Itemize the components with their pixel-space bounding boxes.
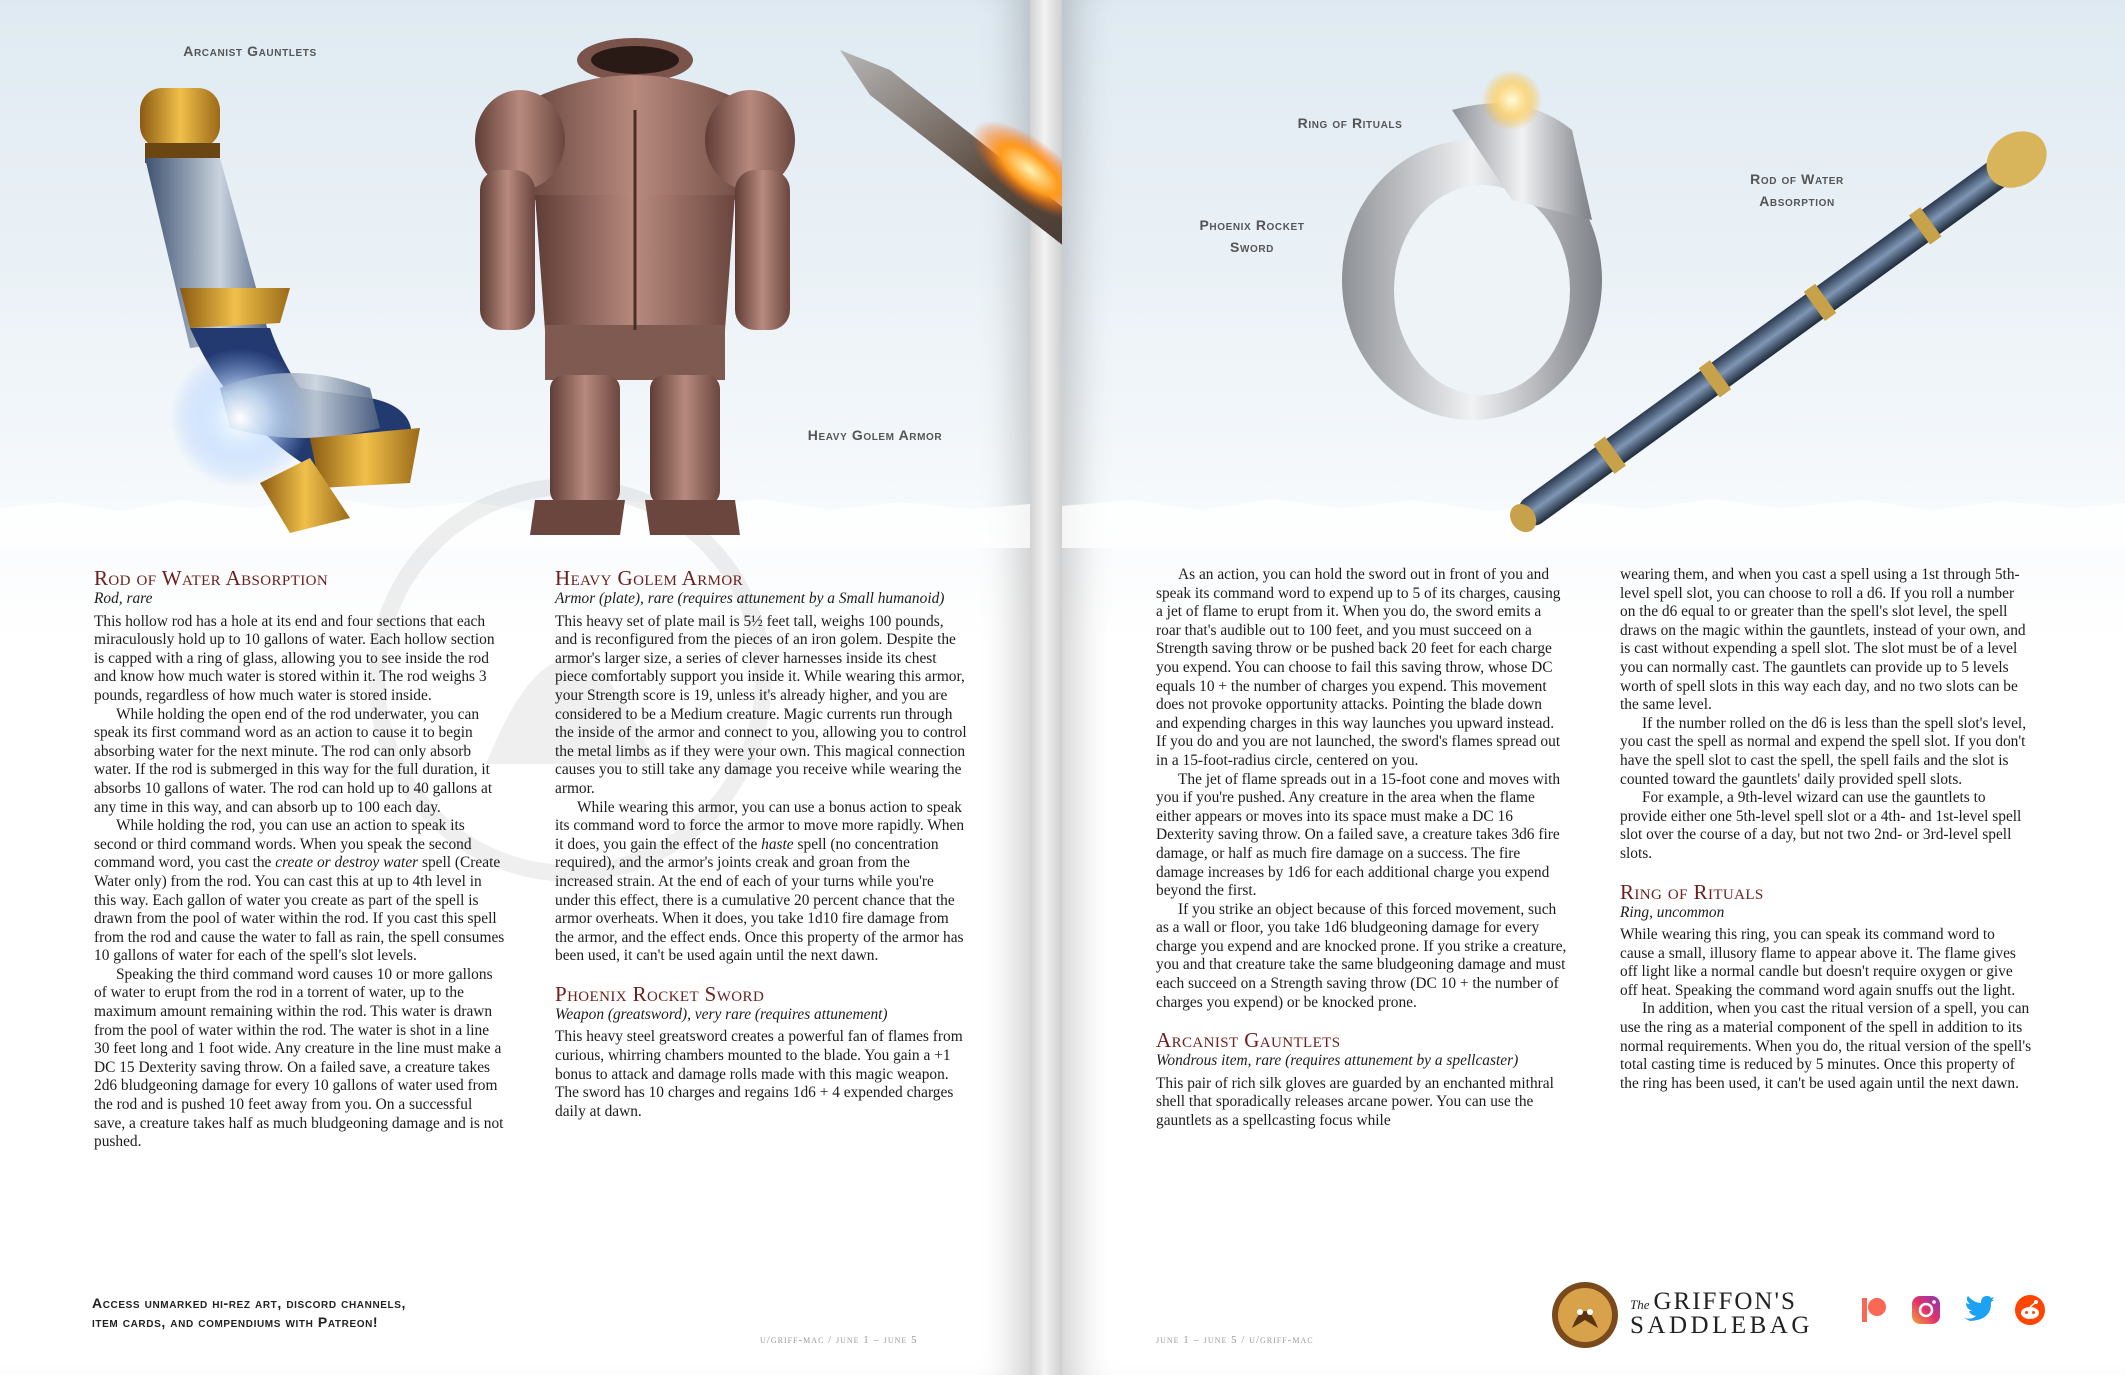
subtitle-sword: Weapon (greatsword), very rare (requires attunement): [555, 1005, 888, 1023]
paragraph: For example, a 9th-level wizard can use the gauntlets to provide either one 5th-level spell slot or a 4th- and 1st-level spell slot over the course of a day, but not two 2nd- or 3rd-level spell slots.: [1620, 789, 2022, 862]
callout-ring-of-rituals: Ring of Rituals: [1297, 115, 1403, 131]
callout-arcanist-gauntlets: Arcanist Gauntlets: [183, 43, 317, 59]
heading-phoenix-rocket-sword: Phoenix Rocket Sword: [555, 981, 765, 1006]
column-2: [555, 566, 967, 1121]
callout-heavy-golem-armor: Heavy Golem Armor: [807, 427, 943, 443]
paragraph: This heavy steel greatsword creates a powerful fan of flames from curious, whirring chambers mounted to the blade. You gain a +1 bonus to attack and damage rolls made with this magic weapon. The sword has 10 charges and regains 1d6 + 4 expended charges daily at dawn.: [555, 1028, 963, 1120]
paragraph: If the number rolled on the d6 is less than the spell slot's level, you cast the spell as normal and expend the spell slot. If you don't have the spell slot to cast the spell, the spell fails and the slot is counted toward the gauntlets' daily provided spell slots.: [1620, 714, 2027, 788]
callout-phoenix-rocket-sword: Phoenix Rocket Sword: [1199, 217, 1305, 255]
paragraph: In addition, when you cast the ritual version of a spell, you can use the ring as a material component of the spell in addition to its normal requirements. When you do, the ritual version of the spell's total casting time is reduced by 5 minutes. Once this property of the ring has been used, it can't be used again until the next dawn.: [1620, 1000, 2032, 1092]
subtitle-ring: Ring, uncommon: [1620, 903, 1725, 921]
column-3: [1156, 566, 1568, 1131]
paragraph: While wearing this ring, you can speak its command word to cause a small, illusory flame to appear above it. The flame gives off light like a normal candle but doesn't require oxygen or give off heat. Speaking the command word again snuffs out the light.: [1620, 926, 2016, 999]
subtitle-armor: Armor (plate), rare (requires attunement by a Small humanoid): [555, 590, 945, 607]
reddit-icon[interactable]: [2014, 1294, 2046, 1326]
paragraph: If you strike an object because of this forced movement, such as a wall or floor, you take 1d6 bludgeoning damage for every charge you expend and are knocked prone. If you strike a creature, you and that creature take the same bludgeoning damage and must each succeed on a Strength saving throw (DC 10 + the number of charges you expend) or be knocked prone.: [1156, 900, 1567, 1011]
spell-name: haste: [761, 835, 794, 853]
patreon-promo: Access unmarked hi-rez art, discord channels, item cards, and compendiums with Patreon!: [92, 1295, 407, 1330]
footer-right: june 1 – june 5 / u/griff-mac: [1156, 1334, 1314, 1346]
paragraph: The jet of flame spreads out in a 15-foot cone and moves with you if you're pushed. Any creature in the area when the flame either appears or moves into its space must make a DC 16 Dexterity saving throw. On a failed save, a creature takes 3d6 fire damage, or half as much fire damage on a success. The fire damage increases by 1d6 for each additional charge you expend beyond the first.: [1156, 770, 1561, 900]
griffon-logo-icon: [1550, 1280, 1620, 1350]
instagram-icon[interactable]: [1910, 1294, 1942, 1326]
arcanist-gauntlets-art: [120, 88, 450, 538]
subtitle-rod: Rod, rare: [94, 590, 153, 607]
paragraph: This hollow rod has a hole at its end and four sections that each miraculously hold up to 10 gallons of water. Each hollow section is capped with a ring of glass, allowing you to see inside the rod and know how much water is stored within it. The rod weighs 3 pounds, regardless of how much water is stored inside.: [94, 612, 495, 704]
heading-arcanist-gauntlets: Arcanist Gauntlets: [1156, 1028, 1341, 1053]
callout-rod-of-water-absorption: Rod of Water Absorption: [1750, 171, 1844, 209]
right-page: [1062, 0, 2125, 1375]
brand-footer: [1550, 1280, 2090, 1350]
heavy-golem-armor-art: [470, 30, 800, 545]
paragraph: While holding the rod, you can use an action to speak its second or third command words. When you speak the second command word, you cast the create or destroy water spell (Create Water only) from the rod. You can cast this at up to 4th level in this way. Each gallon of water you create as part of the spell is drawn from the pool of water within the rod. If you cast this spell from the rod and cause the water to fall as rain, the spell consumes 10 gallons of water for each of the spell's slot levels.: [94, 817, 505, 965]
column-4: [1620, 566, 2032, 1093]
paragraph: While holding the open end of the rod underwater, you can speak its first command word as an action to cause it to begin absorbing water for the next minute. The rod can only absorb water. If the rod is submerged in this way for the full duration, it absorbs 10 gallons of water. The rod can hold up to 40 gallons at any time in this way, and can absorb up to 100 each day.: [94, 705, 493, 816]
paragraph: As an action, you can hold the sword out in front of you and speak its command word to expend up to 5 of its charges, causing a jet of flame to erupt from it. When you do, the sword emits a roar that's audible out to 100 feet, and you must succeed on a Strength saving throw or be pushed back 20 feet for each charge you expend. You can choose to fail this saving throw, whose DC equals 10 + the number of charges you expend. This movement does not provoke opportunity attacks. Pointing the blade down and expending charges in this way launches you upward instead. If you do and you are not launched, the sword's flames spread out in a 15-foot-radius circle, centered on you.: [1156, 566, 1561, 769]
paragraph: This pair of rich silk gloves are guarded by an enchanted mithral shell that sporadically releases arcane power. You can use the gauntlets as a spellcasting focus while: [1156, 1074, 1554, 1130]
paragraph: wearing them, and when you cast a spell using a 1st through 5th-level spell slot, you can choose to roll a d6. If you roll a number on the d6 equal to or greater than the spell's slot level, the spell draws on the magic within the gauntlets, instead of your own, and is cast without expending a spell slot. The slot must be of a level you can normally cast. The gauntlets can provide up to 5 levels worth of spell slots in this way each day, and no two slots can be the same level.: [1620, 566, 2026, 714]
footer-left: u/griff-mac / june 1 – june 5: [760, 1334, 918, 1346]
heading-rod-of-water-absorption: Rod of Water Absorption: [94, 566, 329, 590]
brand-name: The GRIFFON'S SADDLEBAG: [1630, 1288, 1813, 1339]
subtitle-gauntlets: Wondrous item, rare (requires attunement by a spellcaster): [1156, 1052, 1519, 1070]
paragraph: This heavy set of plate mail is 5½ feet tall, weighs 100 pounds, and is reconfigured from the pieces of an iron golem. Despite the armor's larger size, a series of clever harnesses inside its chest piece comfortably support you inside it. While wearing this armor, your Strength score is 19, unless it's already higher, and you are considered to be a Medium creature. Magic currents run through the inside of the armor and connect to you, allowing you to control the metal limbs as if they were your own. This magical connection causes you to still take any damage you receive while wearing the armor.: [555, 612, 967, 797]
column-1: [94, 566, 506, 1152]
heading-heavy-golem-armor: Heavy Golem Armor: [555, 566, 744, 590]
spell-name: create or destroy water: [275, 854, 419, 872]
paragraph: While wearing this armor, you can use a bonus action to speak its command word to force the armor to move more rapidly. When it does, you gain the effect of the haste spell (no concentration required), and the armor's joints creak and groan from the increased strain. At the end of each of your turns while you're under this effect, there is a cumulative 20 percent chance that the armor overheats. When it does, you take 1d10 fire damage from the armor, and the effect ends. Once this property of the armor has been used, it can't be used again until the next dawn.: [555, 798, 965, 965]
twitter-icon[interactable]: [1962, 1294, 1994, 1326]
heading-ring-of-rituals: Ring of Rituals: [1620, 879, 1764, 904]
paragraph: Speaking the third command word causes 10 or more gallons of water to erupt from the rod in a torrent of water, up to the maximum amount remaining within the rod. This water is drawn from the pool of water within the rod. The water is shot in a line 30 feet long and 1 foot wide. Any creature in the line must make a DC 15 Dexterity saving throw. On a failed save, a creature takes 2d6 bludgeoning damage for every 10 gallons of water used from the rod and is pushed 10 feet away from you. On a successful save, a creature takes half as much bludgeoning damage and is not pushed.: [94, 965, 504, 1151]
patreon-icon[interactable]: [1858, 1294, 1890, 1326]
